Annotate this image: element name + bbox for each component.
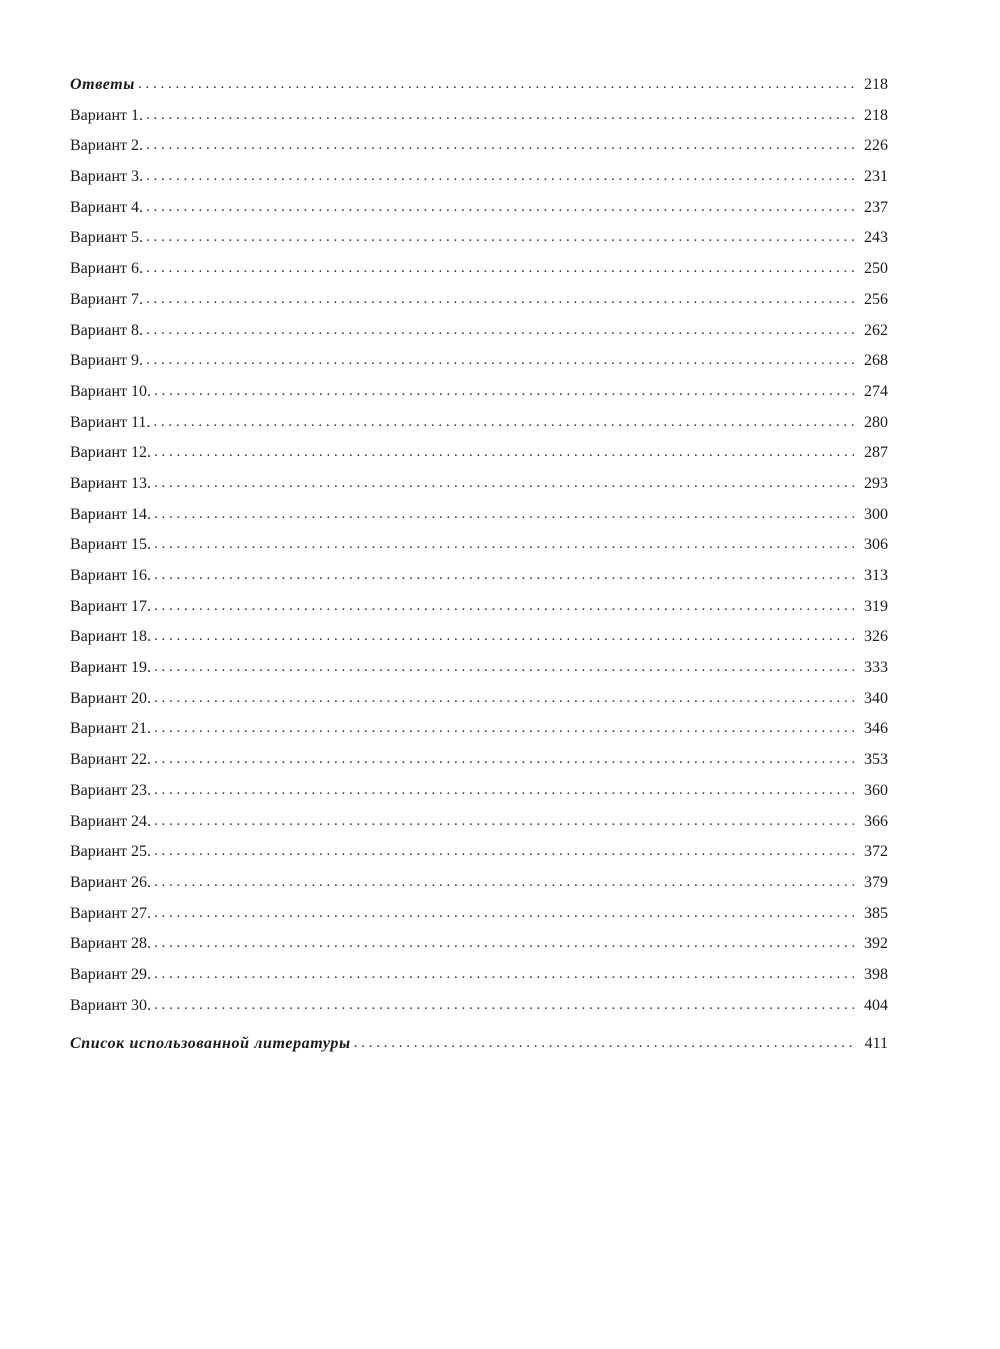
toc-entry-variant[interactable] — [70, 807, 888, 838]
toc-entry-title: Вариант 12. — [70, 444, 151, 462]
toc-entry-title: Вариант 11. — [70, 413, 151, 431]
toc-entry-variant[interactable] — [70, 316, 888, 347]
toc-entry-page: 340 — [864, 689, 888, 707]
toc-entry-variant[interactable] — [70, 377, 888, 408]
toc-entry-variant[interactable] — [70, 622, 888, 653]
toc-entry-title: Вариант 21. — [70, 720, 151, 738]
dot-leader — [154, 652, 854, 683]
toc-entry-variant[interactable] — [70, 653, 888, 684]
dot-leader — [153, 407, 854, 438]
toc-entry-title: Вариант 9. — [70, 352, 143, 370]
toc-entry-title: Вариант 20. — [70, 689, 151, 707]
toc-entry-page: 237 — [864, 198, 888, 216]
toc-entry-title: Вариант 28. — [70, 935, 151, 953]
toc-entry-variant[interactable] — [70, 193, 888, 224]
toc-entry-variant[interactable] — [70, 131, 888, 162]
dot-leader — [154, 836, 854, 867]
toc-entry-title: Вариант 22. — [70, 751, 151, 769]
toc-entry-page: 226 — [864, 137, 888, 155]
dot-leader — [154, 529, 854, 560]
toc-entry-page: 333 — [864, 659, 888, 677]
toc-entry-variant[interactable] — [70, 438, 888, 469]
toc-entry-page: 243 — [864, 229, 888, 247]
toc-entry-title: Вариант 18. — [70, 628, 151, 646]
dot-leader — [154, 560, 854, 591]
toc-entry-title: Вариант 25. — [70, 843, 151, 861]
toc-entry-variant[interactable] — [70, 837, 888, 868]
toc-entry-variant[interactable] — [70, 714, 888, 745]
table-of-contents — [70, 70, 888, 1060]
dot-leader — [146, 130, 854, 161]
toc-entry-title: Вариант 3. — [70, 168, 143, 186]
toc-entry-variant[interactable] — [70, 561, 888, 592]
toc-entry-variant[interactable] — [70, 469, 888, 500]
toc-entry-page: 392 — [864, 935, 888, 953]
toc-entry-answers[interactable] — [70, 70, 888, 101]
toc-entry-page: 379 — [864, 873, 888, 891]
toc-entry-title: Ответы — [70, 76, 135, 93]
toc-entry-variant[interactable] — [70, 684, 888, 715]
dot-leader — [146, 315, 854, 346]
toc-entry-variant[interactable] — [70, 408, 888, 439]
toc-entry-variant[interactable] — [70, 162, 888, 193]
toc-entry-page: 293 — [864, 474, 888, 492]
toc-entry-page: 398 — [864, 965, 888, 983]
dot-leader — [146, 192, 854, 223]
toc-entry-title: Вариант 23. — [70, 781, 151, 799]
toc-entry-variant[interactable] — [70, 254, 888, 285]
dot-leader — [154, 591, 854, 622]
toc-entry-page: 346 — [864, 720, 888, 738]
dot-leader — [154, 775, 854, 806]
toc-entry-title: Вариант 24. — [70, 812, 151, 830]
toc-entry-title: Вариант 19. — [70, 659, 151, 677]
dot-leader — [154, 867, 854, 898]
toc-entry-title: Вариант 6. — [70, 260, 143, 278]
toc-entry-page: 218 — [864, 76, 888, 93]
dot-leader — [154, 744, 854, 775]
dot-leader — [146, 345, 854, 376]
toc-entry-page: 262 — [864, 321, 888, 339]
toc-entry-title: Вариант 17. — [70, 597, 151, 615]
dot-leader — [154, 898, 854, 929]
toc-entry-title: Вариант 4. — [70, 198, 143, 216]
toc-entry-title: Вариант 16. — [70, 567, 151, 584]
toc-entry-page: 385 — [864, 904, 888, 922]
dot-leader — [154, 713, 854, 744]
toc-entry-variant[interactable] — [70, 776, 888, 807]
toc-entry-variant[interactable] — [70, 745, 888, 776]
dot-leader — [146, 284, 854, 315]
toc-entry-page: 287 — [864, 444, 888, 462]
toc-entry-page: 366 — [864, 812, 888, 830]
dot-leader — [138, 69, 854, 100]
dot-leader — [154, 376, 854, 407]
toc-entry-title: Вариант 8. — [70, 321, 143, 339]
toc-entry-variant[interactable] — [70, 899, 888, 930]
toc-entry-title: Вариант 29. — [70, 965, 151, 983]
toc-entry-variant[interactable] — [70, 929, 888, 960]
variant-list — [70, 101, 888, 1022]
dot-leader — [154, 437, 854, 468]
dot-leader — [146, 161, 854, 192]
toc-entry-page: 274 — [864, 382, 888, 400]
toc-entry-title: Вариант 10. — [70, 382, 151, 400]
toc-entry-page: 319 — [864, 597, 888, 615]
toc-entry-variant[interactable] — [70, 223, 888, 254]
dot-leader — [146, 253, 854, 284]
toc-entry-page: 313 — [864, 567, 888, 584]
toc-entry-variant[interactable] — [70, 960, 888, 991]
toc-entry-title: Вариант 15. — [70, 536, 151, 554]
toc-entry-variant[interactable] — [70, 530, 888, 561]
toc-entry-title: Вариант 27. — [70, 904, 151, 922]
toc-entry-variant[interactable] — [70, 346, 888, 377]
toc-entry-variant[interactable] — [70, 868, 888, 899]
toc-entry-page: 306 — [864, 536, 888, 554]
toc-entry-variant[interactable] — [70, 991, 888, 1022]
dot-leader — [154, 683, 854, 714]
toc-entry-title: Вариант 5. — [70, 229, 143, 247]
toc-entry-variant[interactable] — [70, 592, 888, 623]
toc-entry-variant[interactable] — [70, 285, 888, 316]
toc-entry-page: 360 — [864, 781, 888, 799]
toc-entry-page: 372 — [864, 843, 888, 861]
dot-leader — [154, 499, 854, 530]
dot-leader — [354, 1028, 854, 1059]
toc-entry-title: Вариант 7. — [70, 290, 143, 308]
toc-entry-page: 256 — [864, 290, 888, 308]
toc-entry-page: 353 — [864, 751, 888, 769]
toc-entry-title: Вариант 2. — [70, 137, 143, 155]
toc-entry-title: Вариант 30. — [70, 996, 151, 1014]
toc-entry-title: Вариант 1. — [70, 106, 143, 124]
toc-entry-title: Список использованной литературы — [70, 1035, 351, 1053]
dot-leader — [146, 222, 854, 253]
toc-entry-variant[interactable] — [70, 101, 888, 132]
dot-leader — [154, 959, 854, 990]
dot-leader — [154, 990, 854, 1021]
toc-entry-title: Вариант 14. — [70, 505, 151, 523]
dot-leader — [154, 468, 854, 499]
toc-entry-references[interactable] — [70, 1029, 888, 1060]
toc-entry-title: Вариант 26. — [70, 873, 151, 891]
toc-entry-page: 411 — [864, 1035, 888, 1053]
dot-leader — [154, 928, 854, 959]
dot-leader — [154, 621, 854, 652]
toc-entry-page: 280 — [864, 413, 888, 431]
toc-entry-page: 250 — [864, 260, 888, 278]
toc-entry-variant[interactable] — [70, 500, 888, 531]
dot-leader — [146, 100, 854, 131]
dot-leader — [154, 806, 854, 837]
toc-entry-page: 218 — [864, 106, 888, 124]
toc-entry-page: 326 — [864, 628, 888, 646]
toc-entry-title: Вариант 13. — [70, 474, 151, 492]
toc-entry-page: 231 — [864, 168, 888, 186]
toc-entry-page: 404 — [864, 996, 888, 1014]
toc-entry-page: 300 — [864, 505, 888, 523]
toc-entry-page: 268 — [864, 352, 888, 370]
